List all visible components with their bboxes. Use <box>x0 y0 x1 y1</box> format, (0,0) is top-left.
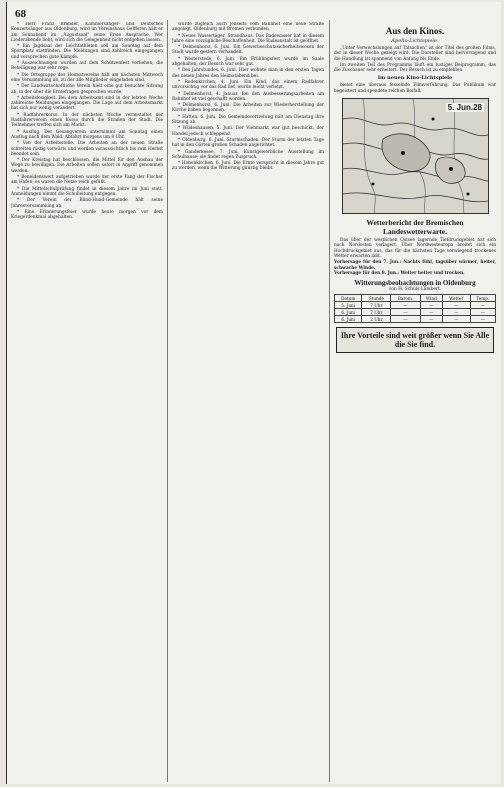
column-2-paragraph: * Delmenhorst, 6. Juni. Die Arbeiten zur Wiederherstellung der Kirche haben begonnen. <box>172 103 324 114</box>
column-1-paragraph: * Die Ortsgruppe des Heimatvereins hält am nächsten Mittwoch eine Versammlung ab, zu der alle Mitglieder eingeladen sind. <box>11 72 163 83</box>
kino-paragraph: Im zweiten Teil des Programms läuft ein lustiges Beiprogramm, das die Zuschauer sehr erheitert. Der Besuch ist zu empfehlen. <box>334 62 496 74</box>
forecast-2: Vorhersage für den 8. Jun.: Weiter heiter und trocken. <box>334 270 465 276</box>
observations-cell: — <box>470 309 495 316</box>
weather-map-drawing <box>343 99 488 213</box>
column-2-paragraph: * Wildeshausen, 5. Juni. Der Viehmarkt war gut beschickt, der Handel jedoch schleppend. <box>172 126 324 137</box>
column-1-paragraph: * Herr Franz Brander, Kammersänger- und Deutsches Konzertsänger aus Oldenburg, wird im Vereinshaus Gelfferen hält er am Sonnabend im ,,Augustsaal" seine Erste Ansprache. Wer Liederabende liebt, wird sich die Gelegenheit nicht entgehen lassen. <box>11 22 163 43</box>
observations-cell: — <box>442 309 470 316</box>
advertisement-box: Ihre Vorteile sind weit größer wenn Sie Alle die Sie find. <box>336 327 494 353</box>
column-1-paragraph: * Ausflug. Der Gesangverein unternimmt am Sonntag einen Ausflug nach dem Wald. Abfahrt morgens um 8 Uhr. <box>11 129 163 140</box>
forecast-1: Vorhersage für den 7. Jun.: Nachts fühl, tagsüber wärmer, heiter, schwache Winde. <box>334 260 496 271</box>
kino-subheading: Apollo-Lichtspiele. <box>391 38 439 44</box>
observations-cell: 6. Juni <box>335 316 362 323</box>
weather-paragraph: Das über der westlichen Ostsee lagernde Tiefdruckgebiet hat sich nach Nordosten verlagert. Über Nordwesteuropa breitet sich ein Hochdruckgebiet aus, das für die nächsten Tage vorwiegend trockenes Wetter erwarten läßt. <box>334 238 496 259</box>
weather-report-heading: Wetterbericht der Bremischen Landeswetterwarte. <box>366 218 464 237</box>
observations-cell: — <box>391 316 420 323</box>
page-number: 68 <box>15 8 26 20</box>
column-2-paragraph: * Neues Wassertäger. Strandhaus. Das Badewasser hat in diesem Jahre eine vorzügliche Beschaffenheit. Die Badeanstalt ist geöffnet. <box>172 33 324 44</box>
column-2-paragraph: wurde zugleich auch jenseits vom Bahnhof eine neue Straße angelegt, Oldenburg mit Bremen verbunden. <box>172 22 324 33</box>
column-1-paragraph: * Der Kreistag hat beschlossen, die Mittel für den Ausbau der Wege zu bewilligen. Die Arbeiten sollen sofort in Angriff genommen werden. <box>11 158 163 174</box>
weather-map <box>334 98 496 216</box>
column-3 <box>334 22 496 782</box>
observations-cell: 7 Uhr <box>362 309 391 316</box>
observations-cell: — <box>442 302 470 309</box>
observations-body <box>335 302 496 323</box>
observations-table <box>334 294 496 323</box>
newspaper-page <box>6 2 501 784</box>
column-2-paragraph: * Des Jahrstundes. 6. Juni. Hier wohnte man in den ersten Tagen des neuen Jahres den Heimatabend bei. <box>172 68 324 79</box>
observations-cell: 2 Uhr <box>362 316 391 323</box>
column-1-paragraph: * Auszeichnungen wurden auf dem Schützenfest verliehen; die Beteiligung war sehr rege. <box>11 61 163 72</box>
column-rule-2 <box>329 20 330 782</box>
column-2-paragraph: * Oldenburg, 6. Juni. Sturmschaden. Der Sturm der letzten Tage hat in den Gärten großen Schaden angerichtet. <box>172 137 324 149</box>
observations-cell: — <box>420 302 442 309</box>
observations-row <box>335 302 496 309</box>
column-2-paragraph: * Westerstede, 6. Juni. Ein Frühlingsfest wurde im Saale abgehalten; der Besuch war sehr gut. <box>172 56 324 68</box>
column-1-paragraph: * Beneidenswert aufgetrieben wurde der erste Fang der Fischer am Hafen; es waren die Netze reich gefüllt. <box>11 175 163 186</box>
observations-header-cell: Temp. <box>470 295 495 302</box>
kino-second-heading: Im neuen Kino-Lichtspiele <box>377 75 453 82</box>
column-1-paragraph: * Ein Jagdsaal der Leichtathleten soll am Sonntag auf dem Sportplatz stattfinden. Die Meldungen sind zahlreich eingegangen und versprechen gute Kämpfe. <box>11 44 163 60</box>
kino-heading: Aus den Kinos. <box>385 26 445 36</box>
column-1-text <box>11 22 163 220</box>
observations-header-cell: Barom. <box>391 295 420 302</box>
observations-header-cell: Wind <box>420 295 442 302</box>
observations-cell: — <box>420 316 442 323</box>
column-1-paragraph: * Die Mittelschulprüfung findet in diesem Jahre im Juni statt. Anmeldungen nimmt die Schulleitung entgegen. <box>11 186 163 197</box>
kino-paragraph: „Unter Verwechslungen auf Tatsachen" ist der Titel des großen Films, der in dieser Woche gezeigt wird. Die Darsteller sind hervorragend und die Handlung ist spannend von Anfang bis Ende. <box>334 46 496 62</box>
weather-report-text <box>334 238 496 259</box>
weather-map-date: 5. Jun.28 <box>447 103 482 113</box>
column-2-paragraph: * Ganderkesee, 7. Juni. Kunstgewerbliche Ausstellung im Schulhause; sie findet regen Zuspruch. <box>172 149 324 160</box>
kino-second-paragraph: bietet eine überaus fesselnde Filmvorführung. Das Publikum war begeistert und spendete reichen Beifall. <box>334 83 496 94</box>
observations-row <box>335 309 496 316</box>
column-1-paragraph: * Radfahrerkorso. In der nächsten Woche veranstaltet der Radfahrerverein einen Korso durch die Straßen der Stadt. Die Teilnehmer treffen sich am Markt. <box>11 112 163 129</box>
observations-row <box>335 316 496 323</box>
weather-map-box <box>342 98 489 214</box>
column-2-paragraph: * Rodenkirchen, 4. Juni. Ein Kind, das einem Radfahrer unvorsichtig vor das Rad lief, wurde leicht verletzt. <box>172 79 324 91</box>
observations-cell: 6. Juni <box>335 309 362 316</box>
column-2 <box>172 22 324 782</box>
column-1-paragraph: * Der Landwirtschaftliche Verein hielt eine gut besuchte Sitzung ab, in der über die Erntefragen gesprochen wurde. <box>11 84 163 95</box>
observations-cell: — <box>420 309 442 316</box>
column-1 <box>11 22 163 782</box>
observations-title: Witterungsbeobachtungen in Oldenburg <box>354 279 476 288</box>
observations-cell: — <box>391 309 420 316</box>
column-1-paragraph: * Der Verein der Blind-Hund-Gemeinde hält seine Jahresversammlung ab. <box>11 198 163 209</box>
observations-header-row <box>335 295 496 302</box>
column-2-text <box>172 22 324 172</box>
observations-cell: — <box>391 302 420 309</box>
kino-second-text <box>334 83 496 94</box>
column-1-paragraph: * Eine Erinnerungsfeier wurde heute morgen vor dem Kriegerdenkmal abgehalten. <box>11 209 163 221</box>
observations-subtitle: von H. Schuls Lambert. <box>388 287 442 293</box>
observations-header-cell: Datum <box>335 295 362 302</box>
observations-cell: 7 Uhr <box>362 302 391 309</box>
column-2-paragraph: * Hatten, 6. Juni. Die Gemeindevertretung hält am Dienstag ihre Sitzung ab. <box>172 114 324 126</box>
observations-cell: — <box>470 316 495 323</box>
column-2-paragraph: * Delmenhorst, 4. Januar. Bei den Ausbesserungsarbeiten am Bahnhof ist viel geschafft worden. <box>172 91 324 102</box>
column-2-paragraph: * Hohenkirchen, 6. Juni. Die Ernte verspricht in diesem Jahre gut zu werden, wenn die Witterung günstig bleibt. <box>172 161 324 172</box>
observations-cell: — <box>470 302 495 309</box>
column-2-paragraph: * Delmenhorst, 6. Juni. Ein Gewerbeschutzsicherheitswesen der Stadt wurde gestern verhandelt. <box>172 45 324 56</box>
observations-cell: 5. Juni <box>335 302 362 309</box>
observations-header-cell: Wetter <box>442 295 470 302</box>
observations-header-cell: Stunde <box>362 295 391 302</box>
observations-cell: — <box>442 316 470 323</box>
column-1-paragraph: * Arbeitslosigkeit. Bei dem Arbeitsamt sind in der letzten Woche zahlreiche Meldungen eingegangen. Die Lage auf dem Arbeitsmarkt hat sich nur wenig verändert. <box>11 95 163 112</box>
column-rule-1 <box>167 20 168 782</box>
column-1-paragraph: * Von der Arbeitsstelle. Die Arbeiten an der neuen Straße schreiten rüstig vorwärts und werden voraussichtlich bis zum Herbst beendet sein. <box>11 141 163 157</box>
kino-text <box>334 46 496 73</box>
